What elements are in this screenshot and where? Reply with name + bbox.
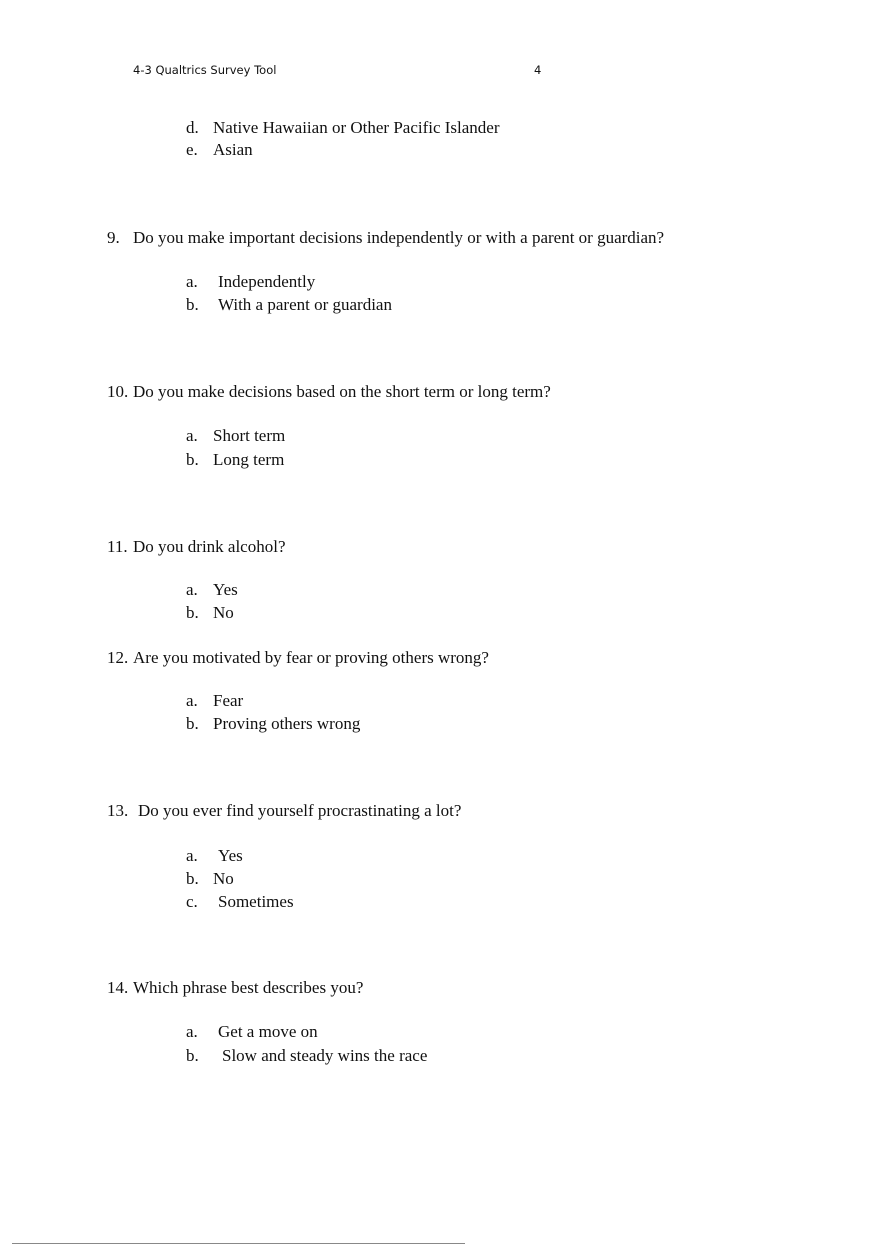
option-text: Sometimes [218, 892, 294, 911]
option-text: Asian [213, 140, 253, 159]
question-text: Are you motivated by fear or proving others wrong? [133, 648, 489, 667]
option-text: With a parent or guardian [218, 295, 392, 314]
option-letter: b. [186, 1046, 199, 1065]
option-letter: a. [186, 580, 198, 599]
option-letter: e. [186, 140, 198, 159]
option-text: Get a move on [218, 1022, 318, 1041]
option-letter: b. [186, 603, 199, 622]
option-text: Fear [213, 691, 244, 710]
option-letter: b. [186, 714, 199, 733]
option-letter: c. [186, 892, 198, 911]
question-text: Do you make important decisions independently or with a parent or guardian? [133, 228, 665, 247]
option-letter: a. [186, 426, 198, 445]
question-number: 12. [107, 648, 129, 667]
option-text: Short term [213, 426, 286, 445]
question-number: 13. [107, 801, 129, 820]
option-text: Yes [218, 846, 243, 865]
option-letter: b. [186, 869, 199, 888]
option-text: No [213, 869, 234, 888]
option-text: Slow and steady wins the race [222, 1046, 428, 1065]
option-text: Proving others wrong [213, 714, 361, 733]
question-text: Do you make decisions based on the short term or long term? [133, 382, 551, 401]
option-letter: b. [186, 295, 199, 314]
question-text: Which phrase best describes you? [133, 978, 364, 997]
option-letter: b. [186, 450, 199, 469]
question-number: 11. [107, 537, 128, 556]
question-number: 9. [107, 228, 120, 247]
question-text: Do you drink alcohol? [133, 537, 286, 556]
option-letter: d. [186, 118, 199, 137]
question-text: Do you ever find yourself procrastinating a lot? [138, 801, 462, 820]
question-number: 14. [107, 978, 129, 997]
option-letter: a. [186, 272, 198, 291]
option-letter: a. [186, 1022, 198, 1041]
page-number: 4 [534, 63, 542, 77]
option-text: No [213, 603, 234, 622]
option-letter: a. [186, 846, 198, 865]
option-text: Yes [213, 580, 238, 599]
page-bottom-divider [12, 1243, 465, 1244]
option-text: Independently [218, 272, 316, 291]
option-letter: a. [186, 691, 198, 710]
option-text: Long term [213, 450, 285, 469]
header-title: 4-3 Qualtrics Survey Tool [133, 63, 277, 77]
option-text: Native Hawaiian or Other Pacific Islander [213, 118, 500, 137]
question-number: 10. [107, 382, 129, 401]
